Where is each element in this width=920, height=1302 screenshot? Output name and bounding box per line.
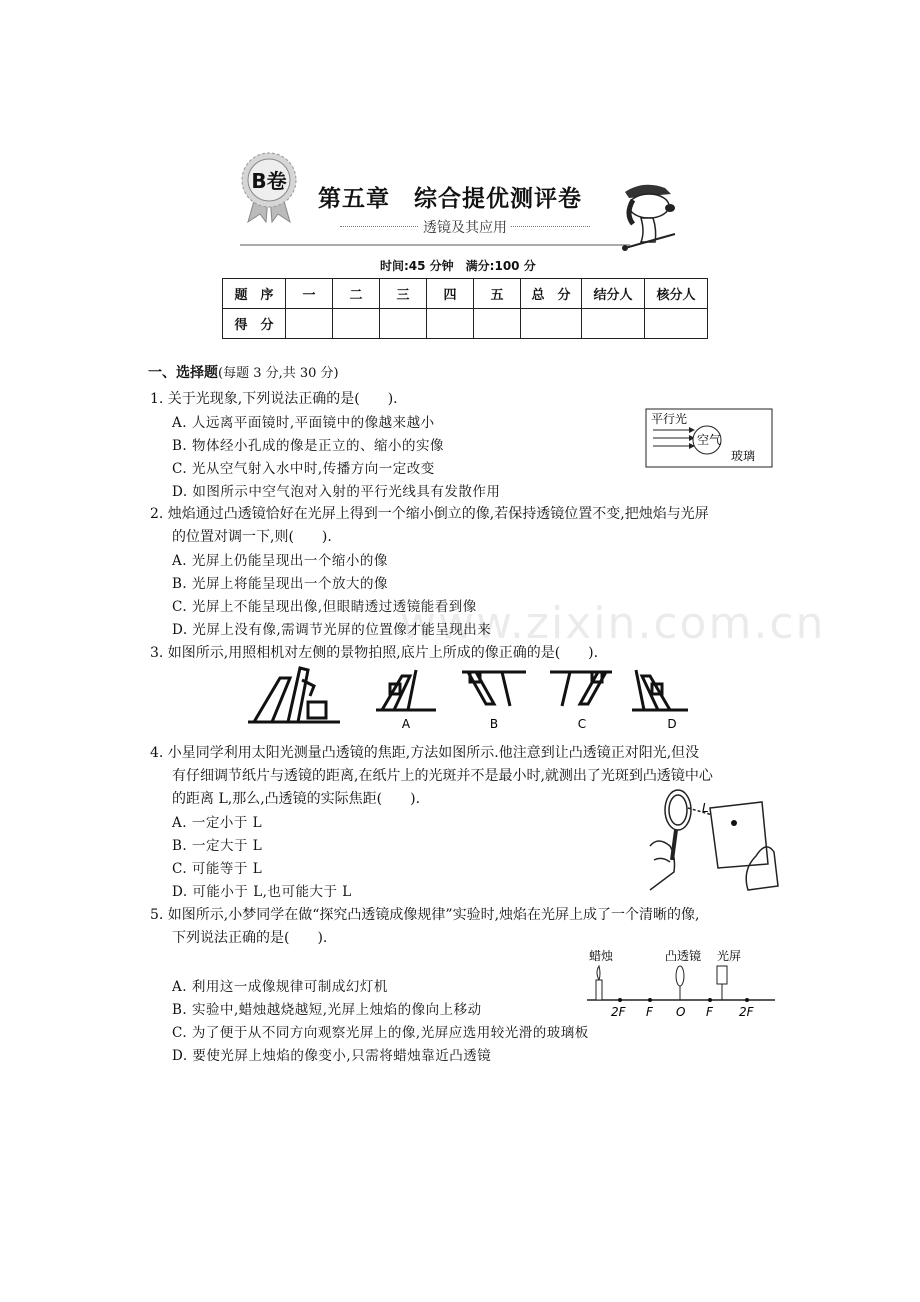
option-b-label: B — [489, 717, 499, 731]
question-4-stem-line-3: 的距离 L,那么,凸透镜的实际焦距( ). — [172, 791, 421, 807]
axis-label: F — [706, 1005, 713, 1019]
score-entry-cell[interactable] — [286, 309, 333, 339]
question-4-stem-line-1: 4. 小星同学利用太阳光测量凸透镜的焦距,方法如图所示.他注意到让凸透镜正对阳光,但没 — [150, 745, 700, 761]
question-4-option-b[interactable]: B. 一定大于 L — [172, 838, 263, 854]
title-underline — [240, 244, 630, 246]
question-5-optical-bench-figure — [585, 944, 780, 1022]
badge-label: B卷 — [251, 169, 287, 193]
table-cell: 二 — [333, 279, 380, 309]
table-cell: 结分人 — [582, 279, 645, 309]
option-b-image-icon — [462, 672, 526, 706]
axis-label: O — [676, 1005, 686, 1019]
table-cell: 五 — [474, 279, 521, 309]
score-entry-cell[interactable] — [427, 309, 474, 339]
question-3-camera-image-figure — [240, 662, 700, 734]
question-1-option-c[interactable]: C. 光从空气射入水中时,传播方向一定改变 — [172, 461, 435, 477]
option-d-label: D — [667, 717, 677, 731]
question-3-stem: 3. 如图所示,用照相机对左侧的景物拍照,底片上所成的像正确的是( ). — [150, 645, 599, 661]
lens-label: 凸透镜 — [665, 949, 702, 963]
table-cell: 四 — [427, 279, 474, 309]
time-and-score-info: 时间:45 分钟 满分:100 分 — [380, 259, 536, 273]
candle-label: 蜡烛 — [589, 949, 614, 963]
option-d-image-icon — [632, 670, 688, 710]
question-5-option-a[interactable]: A. 利用这一成像规律可制成幻灯机 — [172, 979, 388, 995]
score-table — [222, 278, 708, 339]
table-cell: 三 — [380, 279, 427, 309]
score-table-header-row — [223, 279, 708, 309]
score-table-score-row — [223, 309, 708, 339]
score-entry-cell[interactable] — [474, 309, 521, 339]
question-5-option-b[interactable]: B. 实验中,蜡烛越烧越短,光屏上烛焰的像向上移动 — [172, 1002, 482, 1018]
score-entry-cell[interactable] — [582, 309, 645, 339]
table-cell: 核分人 — [645, 279, 708, 309]
scene-original-icon — [248, 668, 340, 722]
question-2-stem-line-2: 的位置对调一下,则( ). — [172, 529, 332, 545]
question-4-option-d[interactable]: D. 可能小于 L,也可能大于 L — [172, 884, 352, 900]
score-entry-cell[interactable] — [521, 309, 582, 339]
question-2-option-d[interactable]: D. 光屏上没有像,需调节光屏的位置像才能呈现出来 — [172, 622, 492, 638]
question-1-option-d[interactable]: D. 如图所示中空气泡对入射的平行光线具有发散作用 — [172, 484, 501, 500]
question-5-stem-line-1: 5. 如图所示,小梦同学在做“探究凸透镜成像规律”实验时,烛焰在光屏上成了一个清晰的像, — [150, 907, 700, 923]
option-c-label: C — [577, 717, 587, 731]
page-subtitle: 透镜及其应用 — [340, 217, 590, 237]
question-5-option-c[interactable]: C. 为了便于从不同方向观察光屏上的像,光屏应选用较光滑的玻璃板 — [172, 1025, 589, 1041]
question-2-option-c[interactable]: C. 光屏上不能呈现出像,但眼睛透过透镜能看到像 — [172, 599, 477, 615]
table-cell: 题 序 — [223, 279, 286, 309]
table-cell: 得 分 — [223, 309, 286, 339]
axis-label: 2F — [611, 1005, 626, 1019]
option-a-label: A — [401, 717, 411, 731]
question-4-magnifier-figure — [640, 786, 780, 896]
glass-label: 玻璃 — [731, 449, 756, 463]
screen-label: 光屏 — [717, 949, 742, 963]
watermark: www.zixin.com.cn — [400, 598, 826, 649]
question-2-stem-line-1: 2. 烛焰通过凸透镜恰好在光屏上得到一个缩小倒立的像,若保持透镜位置不变,把烛焰与光屏 — [150, 506, 709, 522]
section-title: 一、选择题(每题 3 分,共 30 分) — [148, 365, 339, 381]
question-4-stem-line-2: 有仔细调节纸片与透镜的距离,在纸片上的光斑并不是最小时,就测出了光斑到凸透镜中心 — [172, 768, 713, 784]
question-1-air-bubble-figure — [645, 408, 773, 468]
question-2-option-b[interactable]: B. 光屏上将能呈现出一个放大的像 — [172, 576, 389, 592]
b-volume-badge-icon — [238, 150, 300, 224]
page-title: 第五章 综合提优测评卷 — [318, 186, 582, 212]
question-1-option-b[interactable]: B. 物体经小孔成的像是正立的、缩小的实像 — [172, 438, 445, 454]
question-1-option-a[interactable]: A. 人远离平面镜时,平面镜中的像越来越小 — [172, 415, 435, 431]
question-5-stem-line-2: 下列说法正确的是( ). — [172, 930, 328, 946]
snoopy-mascot-icon — [615, 178, 681, 252]
question-5-option-d[interactable]: D. 要使光屏上烛焰的像变小,只需将蜡烛靠近凸透镜 — [172, 1048, 492, 1064]
table-cell: 一 — [286, 279, 333, 309]
axis-label: 2F — [739, 1005, 754, 1019]
question-1-stem: 1. 关于光现象,下列说法正确的是( ). — [150, 391, 398, 407]
table-cell: 总 分 — [521, 279, 582, 309]
option-a-image-icon — [376, 670, 436, 710]
distance-l-label: L — [702, 801, 709, 815]
score-entry-cell[interactable] — [645, 309, 708, 339]
axis-label: F — [646, 1005, 653, 1019]
score-entry-cell[interactable] — [333, 309, 380, 339]
parallel-light-label: 平行光 — [651, 412, 688, 426]
question-4-option-a[interactable]: A. 一定小于 L — [172, 815, 263, 831]
option-c-image-icon — [550, 672, 612, 706]
air-label: 空气 — [697, 433, 722, 447]
score-entry-cell[interactable] — [380, 309, 427, 339]
question-2-option-a[interactable]: A. 光屏上仍能呈现出一个缩小的像 — [172, 553, 388, 569]
question-4-option-c[interactable]: C. 可能等于 L — [172, 861, 263, 877]
